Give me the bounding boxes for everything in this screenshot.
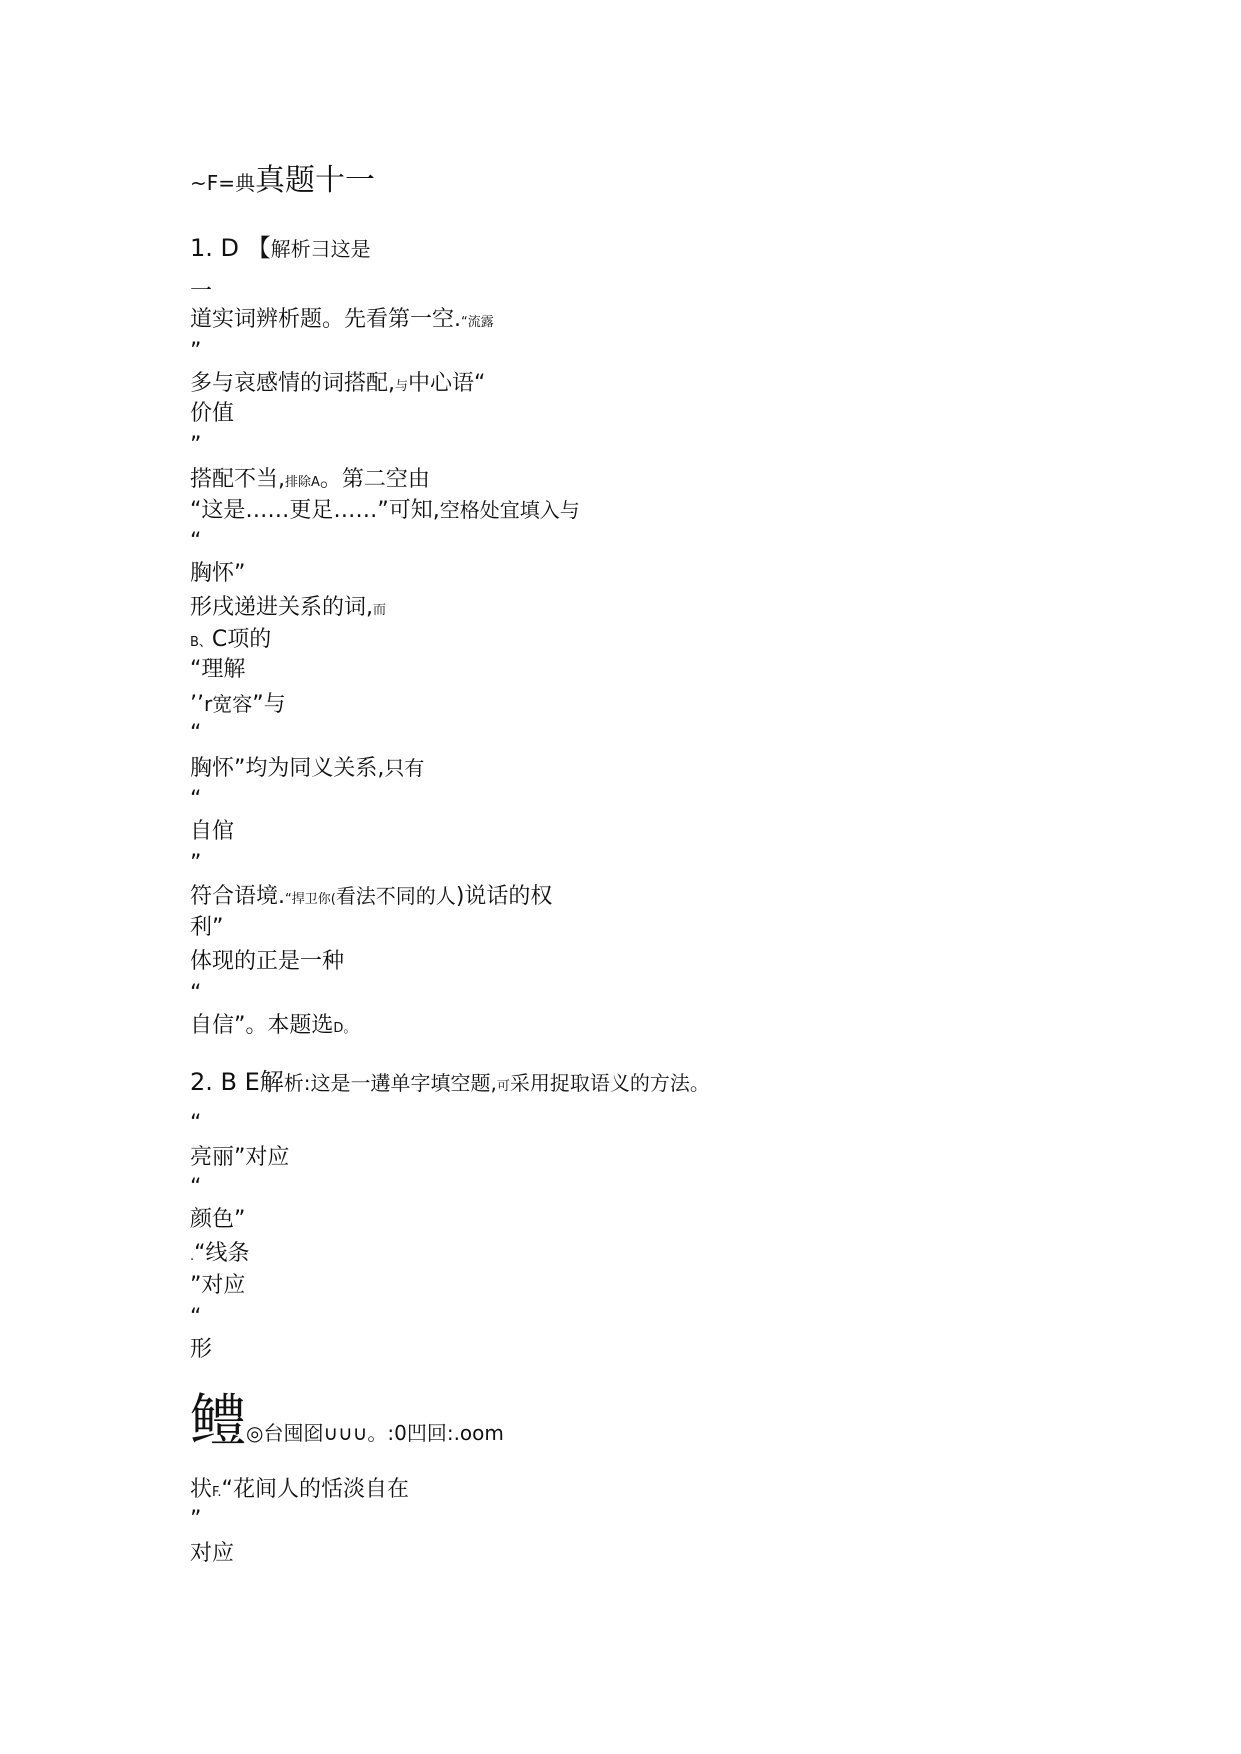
large-glyph: 鳢 bbox=[190, 1389, 246, 1454]
text-line bbox=[190, 466, 430, 497]
text-line: ” bbox=[190, 851, 202, 876]
document-title bbox=[190, 162, 375, 202]
text-span: r宽容 bbox=[204, 692, 253, 716]
text-span: 而 bbox=[373, 603, 387, 618]
text-line bbox=[190, 370, 485, 401]
text-span: 空格处宜填入与 bbox=[439, 498, 580, 522]
text-span: 形戌递进关系的词, bbox=[190, 595, 373, 620]
text-span: C项的 bbox=[211, 627, 272, 652]
text-line: “ bbox=[190, 1305, 202, 1330]
text-line: “ bbox=[190, 1175, 202, 1200]
text-line: ”对应 bbox=[190, 1273, 246, 1298]
text-line: “ bbox=[190, 529, 202, 554]
text-span: 。第二空由 bbox=[319, 467, 430, 492]
text-span: “花间人的恬淡自在 bbox=[221, 1477, 409, 1502]
text-line: “理解 bbox=[190, 657, 246, 682]
text-line: 颜色” bbox=[190, 1207, 246, 1232]
text-span: D。 bbox=[333, 1021, 357, 1036]
text-line bbox=[190, 306, 494, 337]
text-span: 排除A bbox=[285, 475, 320, 490]
text-span: F. bbox=[212, 1485, 222, 1500]
text-line: ” bbox=[190, 1507, 202, 1532]
question-1-heading bbox=[190, 234, 371, 263]
text-line: 亮丽”对应 bbox=[190, 1145, 290, 1170]
text-span: 搭配不当, bbox=[190, 467, 285, 492]
question-2-head: E解 bbox=[244, 1068, 284, 1096]
text-line: 一 bbox=[190, 279, 213, 304]
text-line: “ bbox=[190, 1111, 202, 1136]
text-line bbox=[190, 1476, 409, 1507]
text-span: “线条 bbox=[194, 1241, 250, 1266]
text-line bbox=[190, 594, 386, 625]
question-2-head-tail: 可 bbox=[496, 1079, 510, 1094]
text-line: 利” bbox=[190, 915, 224, 940]
text-line bbox=[190, 1012, 356, 1043]
question-2-head-rest: 析:这是一遘单字填空题, bbox=[283, 1071, 497, 1095]
garbled-text: ◎台囤囵∪∪∪。:0凹回:.oom bbox=[246, 1421, 504, 1445]
text-span: “这是……更足……”可知, bbox=[190, 498, 440, 523]
question-1-number: 1. D bbox=[190, 234, 247, 262]
text-line: ” bbox=[190, 339, 202, 364]
text-span: “捍卫你( bbox=[285, 892, 336, 907]
text-line: “ bbox=[190, 787, 202, 812]
text-line: 对应 bbox=[190, 1541, 235, 1566]
text-span: B、 bbox=[190, 635, 212, 650]
text-span: 与 bbox=[395, 379, 409, 394]
text-span: 胸怀”均为同义关系, bbox=[190, 756, 385, 781]
text-span: 符合语境. bbox=[190, 884, 285, 909]
text-line bbox=[190, 1240, 250, 1271]
text-span: . bbox=[190, 1249, 195, 1264]
question-2-head-end: 采用捉取语义的方法。 bbox=[509, 1071, 710, 1095]
text-span: 多与哀感情的词搭配, bbox=[190, 371, 395, 396]
text-span: 状 bbox=[190, 1477, 213, 1502]
text-span: 看法不同的人 bbox=[335, 884, 456, 908]
question-2-heading bbox=[190, 1068, 710, 1101]
text-span: 自信”。本题选 bbox=[190, 1013, 334, 1038]
text-span: ’’ bbox=[190, 692, 204, 717]
title-main: 真题十一 bbox=[255, 163, 376, 198]
bracket-mark: 【 bbox=[246, 234, 271, 262]
text-span: 中心语“ bbox=[408, 371, 486, 396]
question-1-head: 解析彐这是 bbox=[270, 237, 371, 261]
text-line bbox=[190, 754, 424, 783]
text-span: )说话的权 bbox=[455, 884, 553, 909]
text-line: ” bbox=[190, 433, 202, 458]
text-line bbox=[190, 496, 580, 525]
text-line bbox=[190, 882, 552, 914]
text-span: 道实词辨析题。先看第一空. bbox=[190, 307, 461, 332]
text-line: 体现的正是一种 bbox=[190, 949, 345, 974]
text-span: “流露 bbox=[461, 315, 494, 330]
text-span: 只有 bbox=[384, 756, 425, 780]
garbled-line bbox=[190, 1389, 504, 1454]
text-line: “ bbox=[190, 981, 202, 1006]
title-prefix: ~F=典 bbox=[190, 171, 256, 195]
text-line: “ bbox=[190, 721, 202, 746]
text-line: 价值 bbox=[190, 401, 235, 426]
text-line: 自倌 bbox=[190, 819, 235, 844]
text-line bbox=[190, 690, 286, 719]
question-2-number: 2. B bbox=[190, 1068, 245, 1096]
text-line: 形 bbox=[190, 1337, 213, 1362]
text-line: 胸怀” bbox=[190, 561, 246, 586]
text-span: ”与 bbox=[252, 692, 286, 717]
text-line bbox=[190, 626, 271, 657]
